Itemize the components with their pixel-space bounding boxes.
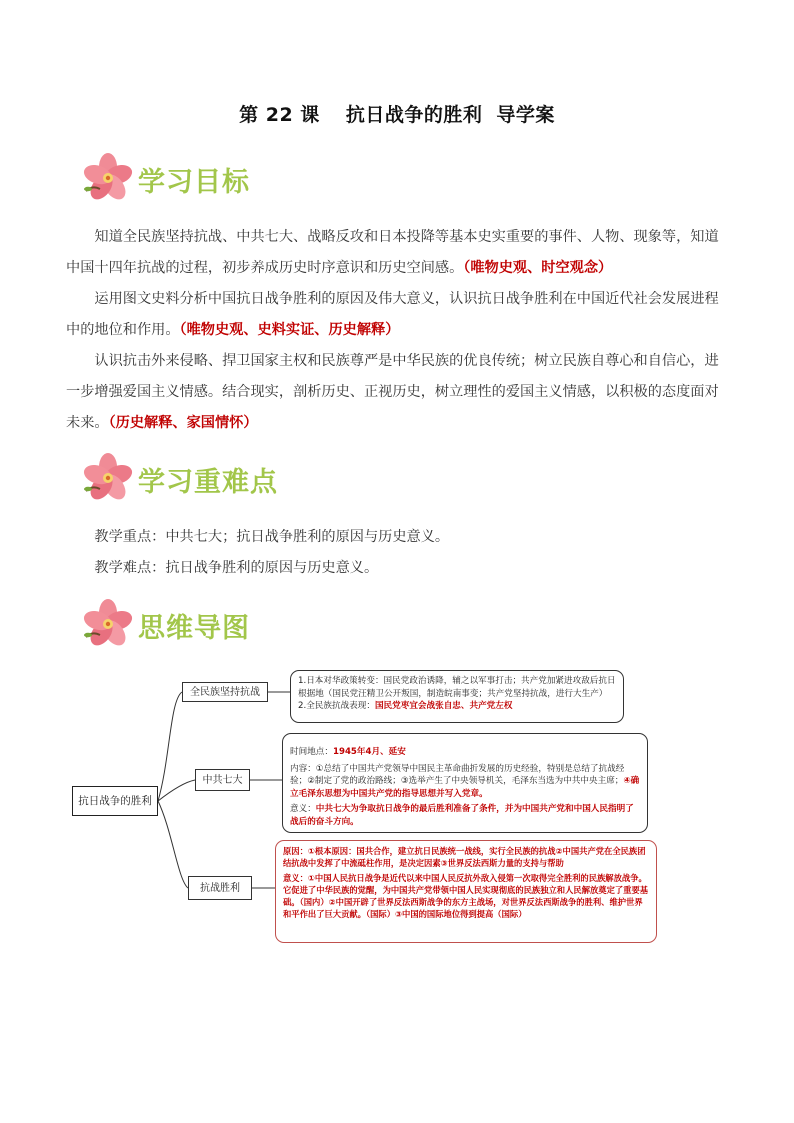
section-heading-key [78,452,278,506]
heading-text: 学习目标 [138,166,250,198]
heading-text: 思维导图 [138,612,250,644]
goal-tag: （唯物史观、史料实证、历史解释） [179,322,400,338]
detail-line: 时间地点：1945年4月、延安 [290,747,406,757]
detail-line: 2.全民族抗战表现：国民党枣宜会战张自忠、共产党左权 [298,701,513,711]
goal-item: 认识抗击外来侵略、捍卫国家主权和民族尊严是中华民族的优良传统；树立民族自尊心和自信心，进一步增强爱国主义情感。结合现实，剖析历史、正视历史，树立理性的爱国主义情感，以积极的态度面对未来。（历史解释、家国情怀） [66,353,719,431]
detail-line: 原因：①根本原因：国共合作，建立抗日民族统一战线，实行全民族的抗战②中国共产党在全民族团结抗战中发挥了中流砥柱作用，是决定因素③世界反法西斯力量的支持与帮助 [283,846,646,868]
section-heading-map [78,598,250,652]
goal-item: 运用图文史料分析中国抗日战争胜利的原因及伟大意义，认识抗日战争胜利在中国近代社会发展进程中的地位和作用。（唯物史观、史料实证、历史解释） [66,291,719,338]
detail-line: 意义：①中国人民抗日战争是近代以来中国人民反抗外敌入侵第一次取得完全胜利的民族解放战争。它促进了中华民族的觉醒，为中国共产党带领中国人民实现彻底的民族独立和人民解放奠定了重要基础。（国内）②中国开辟了世界反法西斯战争的东方主战场，对世界反法西斯战争的胜利、维护世界和平作出了巨大贡献。（国际）③中国的国际地位得到提高（国际） [283,873,649,919]
goal-item: 知道全民族坚持抗战、中共七大、战略反攻和日本投降等基本史实重要的事件、人物、现象等，知道中国十四年抗战的过程，初步养成历史时序意识和历史空间感。（唯物史观、时空观念） [66,229,719,276]
detail-box-resistance [290,670,624,723]
page-title [0,100,794,127]
focus-text: 教学重点：中共七大；抗日战争胜利的原因与历史意义。 [94,529,450,545]
goal-tag: （历史解释、家国情怀） [108,415,258,431]
section-heading-goals [78,152,250,206]
heading-text: 学习重难点 [138,466,278,498]
detail-box-victory [275,840,657,943]
flower-icon [78,151,134,207]
lesson-number: 第 22 课 [239,104,320,126]
difficulty-text: 教学难点：抗日战争胜利的原因与历史意义。 [94,560,379,576]
lesson-name: 抗日战争的胜利 [345,104,483,126]
detail-line: 意义：中共七大为争取抗日战争的最后胜利准备了条件，并为中国共产党和中国人民指明了战后的奋斗方向。 [290,804,634,827]
branch-node: 全民族坚持抗战 [182,682,268,702]
mindmap-root: 抗日战争的胜利 [72,786,158,816]
goal-tag: （唯物史观、时空观念） [463,260,613,276]
detail-line: 1.日本对华政策转变：国民党政治诱降，辅之以军事打击；共产党加紧进攻敌后抗日根据地（国民党汪精卫公开叛国，制造皖南事变；共产党坚持抗战，进行大生产） [298,676,616,699]
branch-node: 中共七大 [195,769,250,791]
detail-line: 内容：①总结了中国共产党领导中国民主革命曲折发展的历史经验，特别是总结了抗战经验；②制定了党的政治路线；③选举产生了中央领导机关，毛泽东当选为中共中央主席；④确立毛泽东思想为中国共产党的指导思想并写入党章。 [290,763,640,799]
flower-icon [78,597,134,653]
flower-icon [78,451,134,507]
doc-type: 导学案 [496,104,555,126]
detail-box-seventh-congress [282,733,648,833]
branch-node: 抗战胜利 [188,876,252,900]
goals-body [66,222,726,439]
key-body [66,522,726,584]
